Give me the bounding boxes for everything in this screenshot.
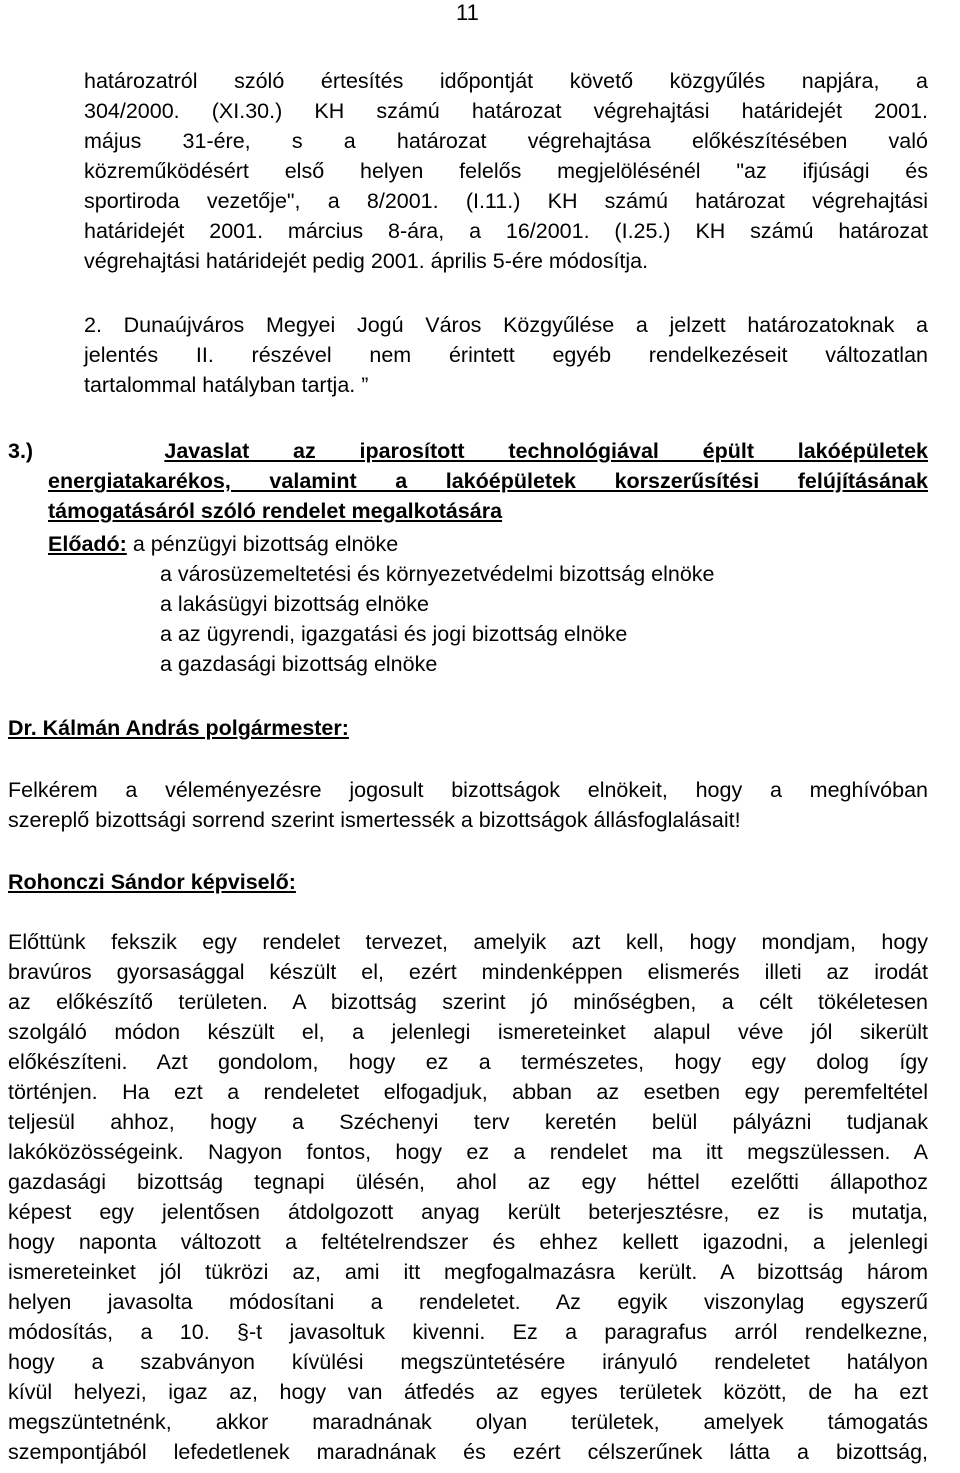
text-line: az előkészítő területen. A bizottság szerint jó minőségben, a célt tökéletesen — [8, 990, 928, 1014]
text-line: 2. Dunaújváros Megyei Jogú Város Közgyűlése a jelzett határozatoknak a — [84, 313, 928, 337]
presenter-item: a gazdasági bizottság elnöke — [160, 652, 438, 676]
text-line: sportiroda vezetője", a 8/2001. (I.11.) KH számú határozat végrehajtási — [84, 189, 928, 213]
presenter-item: a pénzügyi bizottság elnöke — [132, 532, 399, 556]
text-line: hogy naponta változott a feltételrendszer és ehhez kellett igazodni, a jelenlegi — [8, 1230, 928, 1254]
agenda-title-text: Javaslat az iparosított technológiával épült lakóépületek — [164, 439, 928, 463]
text-line: közreműködésért első helyen felelős megjelölésénél "az ifjúsági és — [84, 159, 928, 183]
text-line: módosítás, a 10. §-t javasoltuk kivenni. Ez a paragrafus arról rendelkezne, — [8, 1320, 928, 1344]
text-line: gazdasági bizottság tegnapi ülésén, ahol az egy héttel ezelőtti állapothoz — [8, 1170, 928, 1194]
speaker-name: Rohonczi Sándor képviselő: — [8, 870, 296, 894]
agenda-title-line: energiatakarékos, valamint a lakóépületek korszerűsítési felújításának — [48, 469, 928, 493]
presenter-item: a lakásügyi bizottság elnöke — [160, 592, 429, 616]
text-line: szempontjából lefedetlenek maradnának és ezért célszerűnek látta a bizottság, — [8, 1440, 928, 1464]
agenda-number: 3.) — [8, 439, 34, 463]
text-line: jelentés II. részével nem érintett egyéb rendelkezéseit változatlan — [84, 343, 928, 367]
point-2-paragraph — [84, 310, 928, 400]
text-line: határidejét 2001. március 8-ára, a 16/2001. (I.25.) KH számú határozat — [84, 219, 928, 243]
text-line: kívül helyezi, igaz az, hogy van átfedés az egyes területek között, de ha ezt — [8, 1380, 928, 1404]
text-line: történjen. Ha ezt a rendeletet elfogadjuk, abban az esetben egy peremfeltétel — [8, 1080, 928, 1104]
agenda-title-line — [8, 436, 928, 466]
speaker-1-paragraph — [8, 775, 928, 835]
text-line: május 31-ére, s a határozat végrehajtása előkészítésében való — [84, 129, 928, 153]
text-line: Felkérem a véleményezésre jogosult bizottságok elnökeit, hogy a meghívóban — [8, 778, 928, 802]
page-number: 11 — [456, 0, 479, 25]
agenda-item-title — [8, 436, 928, 526]
text-line: előkészíteni. Azt gondolom, hogy ez a természetes, hogy egy dolog így — [8, 1050, 928, 1074]
text-line: bravúros gyorsasággal készült el, ezért mindenképpen elismerés illeti az irodát — [8, 960, 928, 984]
speaker-name: Dr. Kálmán András polgármester: — [8, 716, 349, 740]
text-line: megszüntetnénk, akkor maradnának olyan területek, amelyek támogatás — [8, 1410, 928, 1434]
text-line: szereplő bizottsági sorrend szerint ismertessék a bizottságok állásfoglalásait! — [8, 808, 741, 832]
text-line: végrehajtási határidejét pedig 2001. április 5-ére módosítja. — [84, 249, 649, 273]
speaker-2-paragraph — [8, 927, 928, 1467]
presenter-row — [48, 529, 398, 559]
text-line: hogy a szabványon kívülési megszüntetésére irányuló rendeletet hatályon — [8, 1350, 928, 1374]
continuation-paragraph — [84, 66, 928, 276]
text-line: határozatról szóló értesítés időpontját követő közgyűlés napjára, a — [84, 69, 928, 93]
presenter-item: a az ügyrendi, igazgatási és jogi bizottság elnöke — [160, 622, 628, 646]
text-line: szolgáló módon készült el, a jelenlegi ismereteinket alapul véve jól sikerült — [8, 1020, 928, 1044]
text-line: Előttünk fekszik egy rendelet tervezet, amelyik azt kell, hogy mondjam, hogy — [8, 930, 928, 954]
text-line: képest egy jelentősen átdolgozott anyag került beterjesztésre, ez is mutatja, — [8, 1200, 928, 1224]
text-line: lakóközösségeink. Nagyon fontos, hogy ez a rendelet ma itt megszülessen. A — [8, 1140, 928, 1164]
presenter-label: Előadó: — [48, 532, 127, 556]
text-line: teljesül ahhoz, hogy a Széchenyi terv keretén belül pályázni tudjanak — [8, 1110, 928, 1134]
text-line: helyen javasolta módosítani a rendeletet. Az egyik viszonylag egyszerű — [8, 1290, 928, 1314]
text-line: tartalommal hatályban tartja. ” — [84, 373, 369, 397]
text-line: 304/2000. (XI.30.) KH számú határozat végrehajtási határidejét 2001. — [84, 99, 928, 123]
presenter-item: a városüzemeltetési és környezetvédelmi bizottság elnöke — [160, 562, 715, 586]
text-line: ismereteinket jól tükrözi az, ami itt megfogalmazásra került. A bizottság három — [8, 1260, 928, 1284]
agenda-title-line: támogatásáról szóló rendelet megalkotására — [48, 499, 503, 523]
